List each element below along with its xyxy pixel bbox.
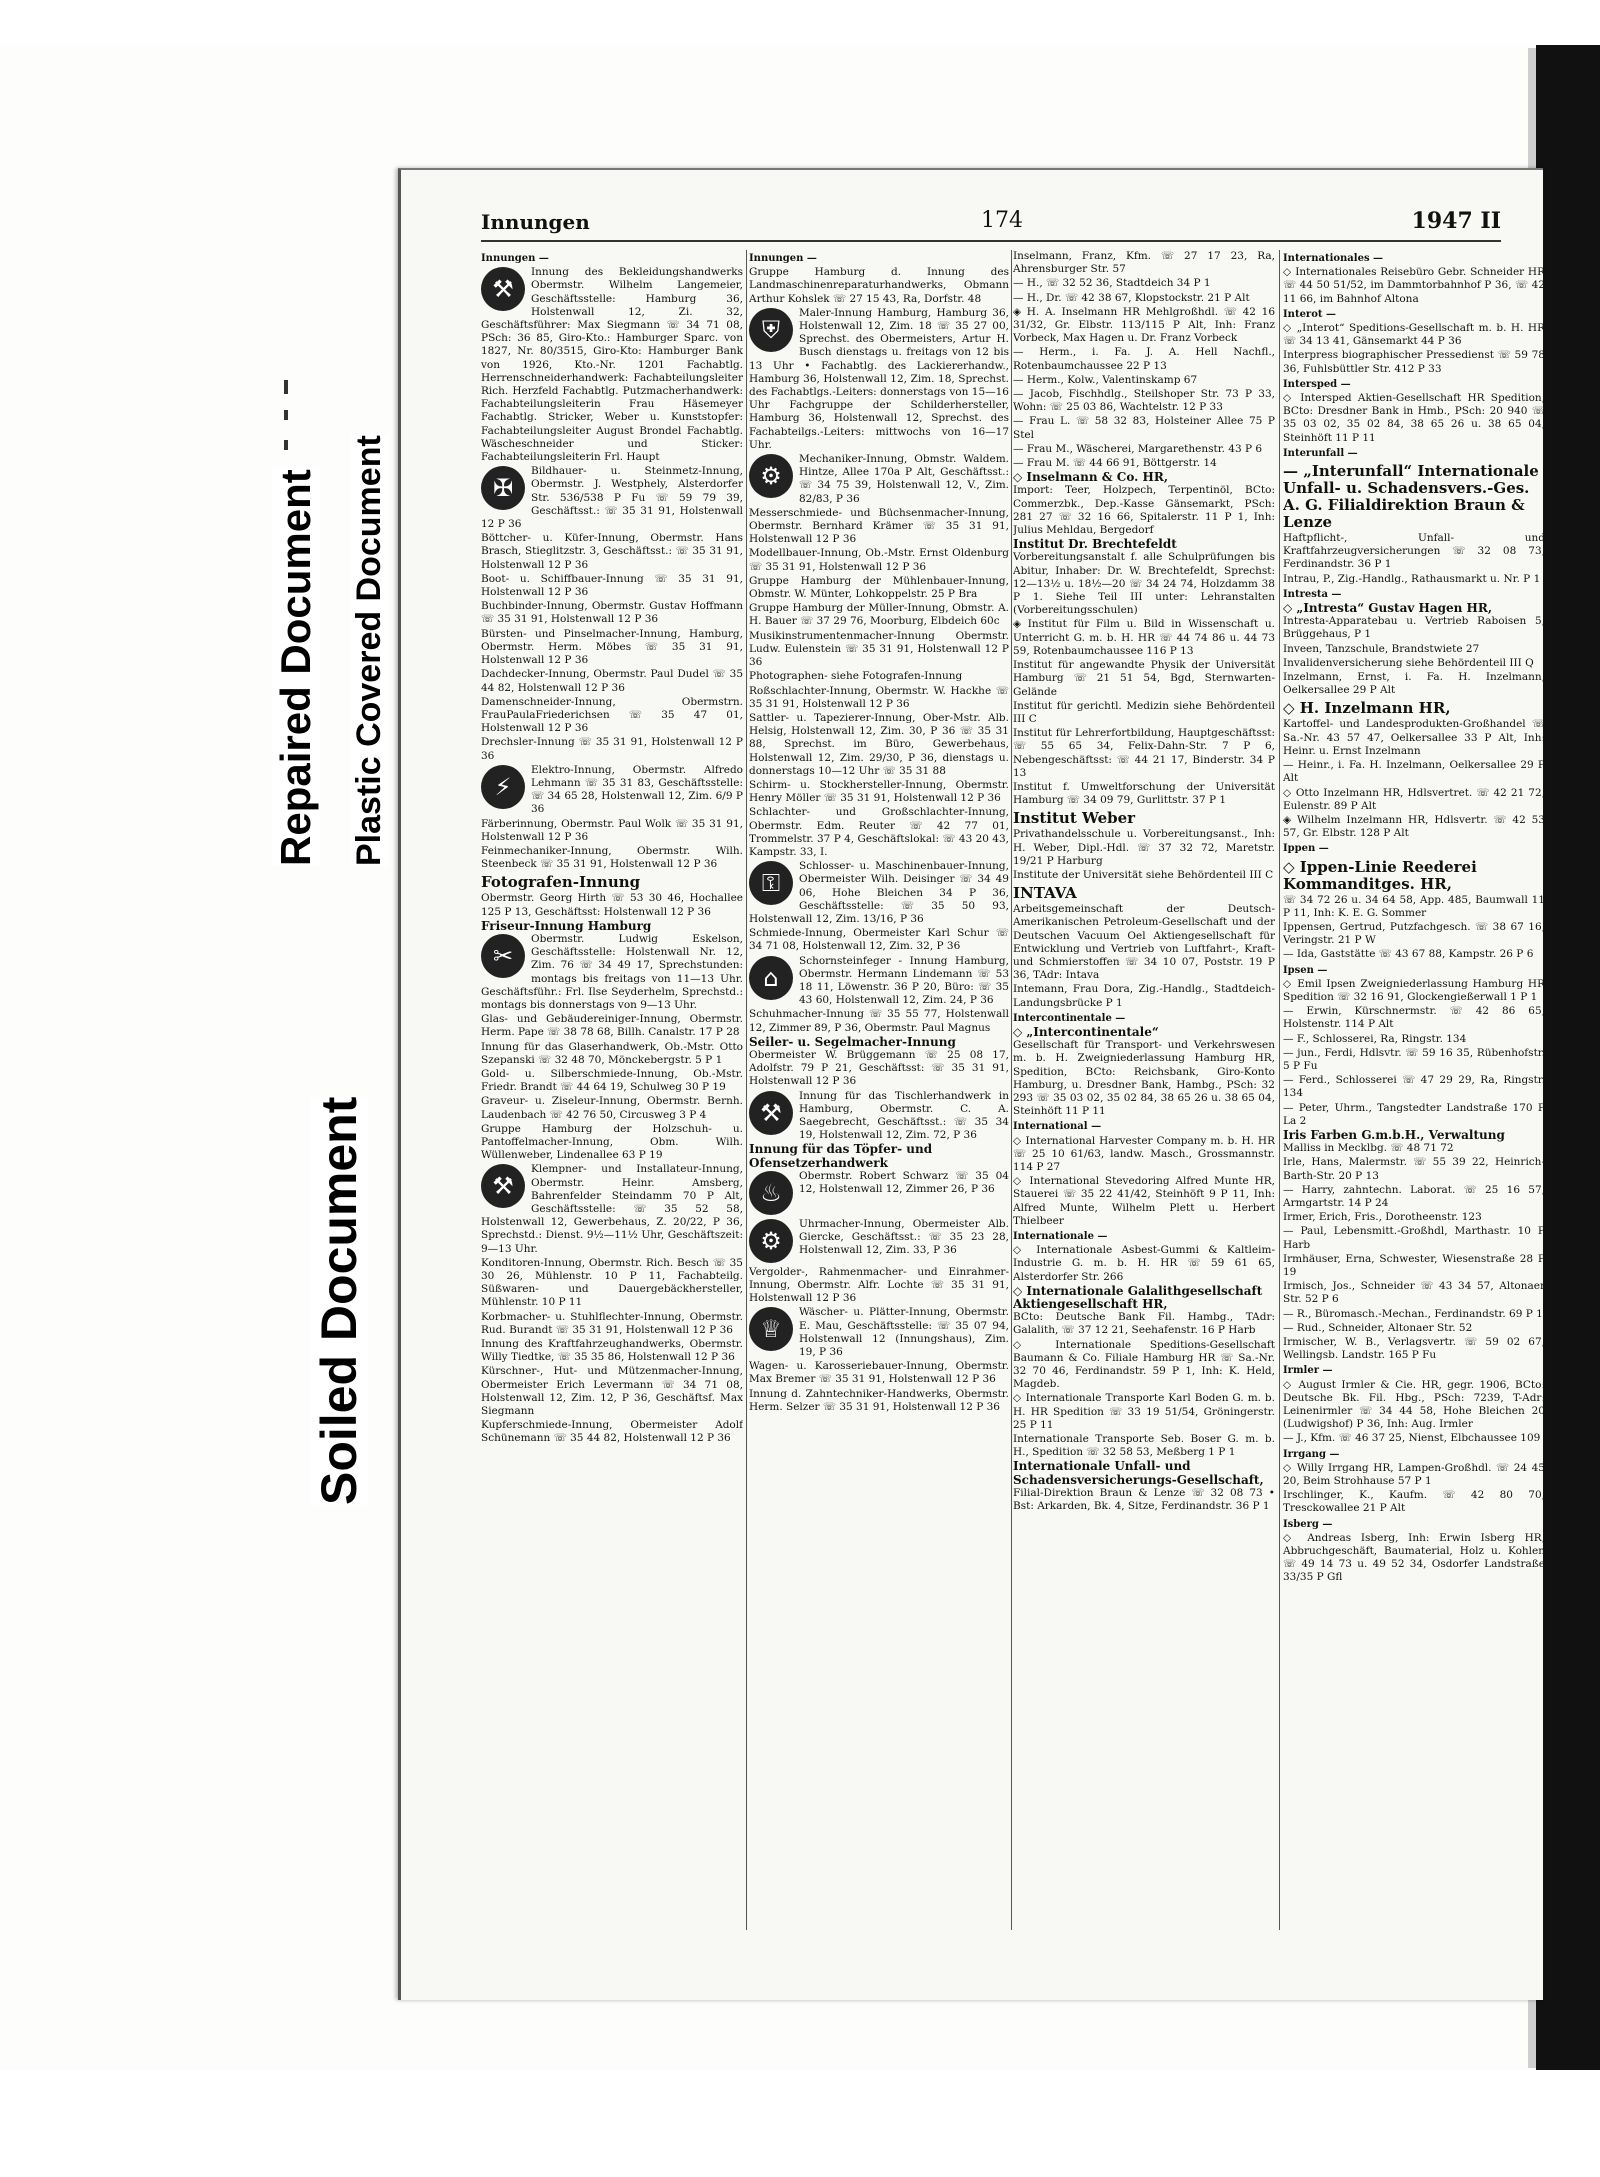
- section-heading: Intresta —: [1283, 588, 1342, 600]
- entry-text: ☏ 34 72 26 u. 34 64 58, App. 485, Baumwall 11 P 11, Inh: K. E. G. Sommer: [1283, 893, 1545, 919]
- entry-text: Musikinstrumentenmacher-Innung Obermstr. Ludw. Eulenstein ☏ 35 31 91, Holstenwall 12 P 36: [749, 629, 1009, 669]
- column-divider: [1279, 250, 1280, 1930]
- directory-entry: [1013, 374, 1275, 387]
- directory-entry: [481, 573, 743, 599]
- directory-entry: [481, 628, 743, 668]
- directory-entry: [1013, 1339, 1275, 1392]
- entry-text: Obermeister W. Brüggemann ☏ 25 08 17, Adolfstr. 79 P 21, Geschäftsst: ☏ 35 31 91, Holstenwall 12 P 36: [749, 1048, 1009, 1088]
- entry-text: Privathandelsschule u. Vorbereitungsanst., Inh: H. Weber, Dipl.-Hdl. ☏ 37 32 72, Maretstr. 19/21 P Harburg: [1013, 828, 1275, 867]
- entry-text: Gruppe Hamburg d. Innung des Landmaschinenreparaturhandwerks, Obmann Arthur Kohslek ☏ 27 15 43, Ra, Dorfstr. 48: [749, 266, 1009, 305]
- directory-entry: [749, 602, 1009, 628]
- entry-text: — H., ☏ 32 52 36, Stadtdeich 34 P 1: [1013, 277, 1211, 290]
- directory-entry: [1283, 1033, 1545, 1046]
- directory-entry: [1283, 1280, 1545, 1306]
- entry-text: Institut f. Umweltforschung der Universität Hamburg ☏ 34 09 79, Gurlittstr. 37 P 1: [1013, 780, 1275, 807]
- entry-text: Irmhäuser, Erna, Schwester, Wiesenstraße 28 P 19: [1283, 1252, 1545, 1278]
- entry-text: Färberinnung, Obermstr. Paul Wolk ☏ 35 31 91, Holstenwall 12 P 36: [481, 817, 743, 843]
- entry-text: Institut für angewandte Physik der Universität Hamburg ☏ 21 51 54, Bgd, Sternwarten-Gelände: [1013, 659, 1275, 698]
- plastic-covered-document-label: Plastic Covered Document: [350, 435, 388, 866]
- directory-entry: [1013, 1135, 1275, 1175]
- directory-entry: [1283, 1142, 1545, 1155]
- directory-entry: [481, 1311, 743, 1337]
- directory-entry: [1283, 759, 1545, 785]
- guild-emblem-icon: ✠: [481, 466, 525, 510]
- directory-entry: [1283, 671, 1545, 697]
- entry-text: Messerschmiede- und Büchsenmacher-Innung, Obermstr. Bernhard Krämer ☏ 35 31 91, Holstenwall 12 P 36: [749, 506, 1009, 546]
- directory-entry: [1283, 1489, 1545, 1515]
- entry-text: Maler-Innung Hamburg, Hamburg 36, Holstenwall 12, Zim. 18 ☏ 35 27 00, Sprechst. des Obermeisters, Artur H. Busch dienstags u. freitags von 12 bis 13 Uhr • Fachabtlg. des Lackiererhandw., Hamburg 36, Holstenwall 12, Zim. 18, Sprechst. des Fachabtlgs.-Leiters: donnerstags von 15—16 Uhr Fachgruppe der Schilderhersteller, Hamburg 36, Holstenwall 12, Sprechst. des Fachabteilgs.-Leiters: mittwochs von 16—17 Uhr.: [749, 306, 1009, 451]
- directory-entry: [1283, 1253, 1545, 1279]
- entry-text: Innung für das Glaserhandwerk, Ob.-Mstr. Otto Szepanski ☏ 32 48 70, Mönckebergstr. 5 P 1: [481, 1040, 743, 1066]
- entry-text: Korbmacher- u. Stuhlflechter-Innung, Obermstr. Rud. Burandt ☏ 35 31 91, Holstenwall 12 P 36: [481, 1310, 743, 1336]
- directory-entry: [1283, 392, 1545, 445]
- directory-entry: [1013, 659, 1275, 699]
- directory-entry: [1283, 1211, 1545, 1224]
- directory-entry: [1283, 1308, 1545, 1321]
- entry-text: BCto: Deutsche Bank Fil. Hambg., TAdr: Galalith, ☏ 37 12 21, Seehafenstr. 16 P Harb: [1013, 1311, 1275, 1337]
- entry-text: Schuhmacher-Innung ☏ 35 55 77, Holstenwall 12, Zimmer 89, P 36, Obermstr. Paul Magnus: [749, 1008, 1009, 1034]
- directory-entry: [749, 1049, 1009, 1089]
- directory-entry: [1283, 978, 1545, 1004]
- entry-text: — Frau M., Wäscherei, Margarethenstr. 43 P 6: [1013, 442, 1263, 455]
- directory-entry: [481, 818, 743, 844]
- directory-entry: [1013, 700, 1275, 726]
- entry-text: Photographen- siehe Fotografen-Innung: [749, 670, 963, 683]
- entry-text: Innung des Kraftfahrzeughandwerks, Obermstr. Willy Tiedtke, ☏ 35 35 86, Holstenwall 12 P 36: [481, 1338, 743, 1364]
- entry-text: Gruppe Hamburg der Mühlenbauer-Innung, Obmstr. W. Münter, Lohkoppelstr. 25 P Bra: [749, 574, 1009, 601]
- directory-entry: [1013, 1433, 1275, 1459]
- entry-text: Kürschner-, Hut- und Mützenmacher-Innung, Obermeister Erich Levermann ☏ 34 71 08, Holstenwall 12, Zim. 12, P 36, Geschäftsf. Max Siegmann: [481, 1365, 743, 1418]
- entry-text: Irmischer, W. B., Verlagsvertr. ☏ 59 02 67, Wellingsb. Landstr. 165 P Fu: [1283, 1336, 1545, 1362]
- directory-entry: [1283, 1047, 1545, 1073]
- directory-entry: [1013, 457, 1275, 470]
- guild-emblem-icon: ⌂: [749, 956, 793, 1000]
- directory-entry: [749, 453, 1009, 506]
- directory-entry: [1283, 266, 1545, 306]
- column-2: [749, 250, 1009, 1930]
- directory-entry: [1013, 346, 1275, 372]
- directory-entry: [1013, 727, 1275, 780]
- entry-text: Import: Teer, Holzpech, Terpentinöl, BCto: Commerzbk., Dep.-Kasse Gänsemarkt, PSch: 281 27 ☏ 32 16 66, Spitalerstr. 11 P 1, Inh: Julius Mehldau, Bergedorf: [1013, 484, 1275, 537]
- directory-entry: [1013, 484, 1275, 537]
- entry-text: ◇ Internationale Speditions-Gesellschaft Baumann & Co. Filiale Hamburg HR ☏ Sa.-Nr. 32 70 46, Ferdinandstr. 59 P 1, Inh: K. Held, Magdeb.: [1013, 1338, 1275, 1391]
- guild-emblem-icon: ⚒: [481, 267, 525, 311]
- directory-entry: [1013, 1175, 1275, 1228]
- scan-mark: [284, 380, 288, 394]
- directory-entry: [1283, 322, 1545, 348]
- column-divider: [746, 250, 747, 1930]
- entry-heading: Iris Farben G.m.b.H., Verwaltung: [1283, 1127, 1505, 1142]
- entry-text: Obermstr. Ludwig Eskelson, Geschäftsstelle: Holstenwall Nr. 12, Zim. 76 ☏ 34 49 17, Sprechstunden: montags bis freitags von 11—13 Uhr. Geschäftsführ.: Frl. Ilse Seyderhelm, Sprechstd.: montags bis donnerstags von 9—13 Uhr.: [481, 932, 743, 1011]
- directory-entry: [1013, 903, 1275, 982]
- entry-text: Sattler- u. Tapezierer-Innung, Ober-Mstr. Alb. Helsig, Holstenwall 12, Zim. 30, P 36 ☏ 35 31 88, Sprechst. im Büro, Gewerbehaus, Holstenwall 12, Zim. 29/30, P 36, dienstags u. donnerstags 10—12 Uhr ☏ 35 31 88: [749, 711, 1009, 777]
- directory-entry: [481, 465, 743, 531]
- directory-entry: [481, 1041, 743, 1067]
- directory-entry: [1013, 306, 1275, 346]
- entry-text: Filial-Direktion Braun & Lenze ☏ 32 08 73 • Bst: Arkarden, Bk. 4, Sitze, Ferdinandstr. 36 P 1: [1013, 1486, 1275, 1513]
- directory-entry: [1013, 551, 1275, 617]
- entry-text: Innung d. Zahntechniker-Handwerks, Obermstr. Herm. Selzer ☏ 35 31 91, Holstenwall 12 P 36: [749, 1387, 1009, 1413]
- directory-entry: [1283, 814, 1545, 840]
- entry-text: Boot- u. Schiffbauer-Innung ☏ 35 31 91, Holstenwall 12 P 36: [481, 572, 743, 599]
- page-number: 174: [981, 208, 1023, 233]
- entry-text: Gruppe Hamburg der Müller-Innung, Obmstr. A. H. Bauer ☏ 37 29 76, Moorburg, Elbdeich 60c: [749, 602, 1009, 628]
- entry-text: — jun., Ferdi, Hdlsvtr. ☏ 59 16 35, Rübenhofstr. 5 P Fu: [1283, 1046, 1545, 1072]
- directory-entry: [1283, 1432, 1545, 1445]
- directory-entry: [1013, 1487, 1275, 1513]
- directory-entry: [1013, 1392, 1275, 1432]
- directory-entry: [749, 575, 1009, 601]
- section-heading: Ippen —: [1283, 843, 1329, 855]
- directory-entry: [1013, 983, 1275, 1009]
- directory-entry: [481, 266, 743, 464]
- entry-text: Vergolder-, Rahmenmacher- und Einrahmer-Innung, Obermstr. Alfr. Lochte ☏ 35 31 91, Holstenwall 12 P 36: [749, 1265, 1009, 1305]
- entry-text: Ippensen, Gertrud, Putzfachgesch. ☏ 38 67 16, Veringstr. 21 P W: [1283, 920, 1545, 947]
- entry-text: Kupferschmiede-Innung, Obermeister Adolf Schünemann ☏ 35 44 82, Holstenwall 12 P 36: [481, 1419, 743, 1445]
- entry-text: Institut für Lehrerfortbildung, Hauptgeschäftsst: ☏ 55 65 34, Felix-Dahn-Str. 7 P 6, Nebengeschäftsst: ☏ 44 21 17, Binderstr. 34 P 13: [1013, 727, 1275, 779]
- entry-text: Gesellschaft für Transport- und Verkehrswesen m. b. H. Zweigniederlassung Hamburg HR, Spedition, BCto: Reichsbank, Giro-Konto Hamburg, u. Dresdner Bank, Hambg., PSch: 32 293 ☏ 35 03 02, 35 02 84, 38 65 26 u. 38 65 04, Steinhöft 11 P 11: [1013, 1039, 1275, 1118]
- entry-text: ◇ Willy Irrgang HR, Lampen-Großhdl. ☏ 24 45 20, Beim Strohhause 57 P 1: [1283, 1461, 1545, 1488]
- directory-entry: [749, 685, 1009, 711]
- directory-entry: [1013, 388, 1275, 414]
- entry-text: — R., Büromasch.-Mechan., Ferdinandstr. 69 P 1: [1283, 1307, 1543, 1320]
- entry-text: Arbeitsgemeinschaft der Deutsch-Amerikanischen Petroleum-Gesellschaft und der Deutschen Vacuum Oel Aktiengesellschaft für Entwicklung und Vertrieb von Luftfahrt-, Kraft- und Schmierstoffen ☏ 34 10 07, Poststr. 19 P 36, TAdr: Intava: [1013, 903, 1275, 982]
- entry-text: — Jacob, Fischhdlg., Steilshoper Str. 73 P 33, Wohn: ☏ 25 03 86, Wachtelstr. 12 P 33: [1013, 388, 1275, 414]
- directory-entry: [481, 764, 743, 817]
- directory-entry: [1013, 292, 1275, 305]
- directory-entry: [481, 1095, 743, 1121]
- directory-entry: [1013, 415, 1275, 441]
- guild-emblem-icon: ⚡: [481, 765, 525, 809]
- directory-entry: [481, 1338, 743, 1364]
- directory-entry: [749, 927, 1009, 953]
- entry-heading: Institut Weber: [1013, 809, 1136, 828]
- entry-text: Gold- u. Silberschmiede-Innung, Ob.-Mstr. Friedr. Brandt ☏ 44 64 19, Schulweg 30 P 19: [481, 1067, 743, 1094]
- directory-entry: [749, 955, 1009, 1008]
- entry-text: — H., Dr. ☏ 42 38 67, Klopstockstr. 21 P Alt: [1013, 291, 1250, 304]
- entry-text: — Ferd., Schlosserei ☏ 47 29 29, Ra, Ringstr. 134: [1283, 1074, 1545, 1100]
- entry-heading: ◇ „Intercontinentale“: [1013, 1024, 1159, 1039]
- section-heading: Internationale —: [1013, 1231, 1108, 1243]
- entry-text: Modellbauer-Innung, Ob.-Mstr. Ernst Oldenburg ☏ 35 31 91, Holstenwall 12 P 36: [749, 547, 1009, 573]
- entry-text: ◇ International Harvester Company m. b. H. HR ☏ 25 10 61/63, landw. Masch., Grossmannstr. 114 P 27: [1013, 1134, 1275, 1173]
- entry-heading: Fotografen-Innung: [481, 873, 641, 892]
- directory-entry: [1283, 1336, 1545, 1362]
- entry-text: Mechaniker-Innung, Obmstr. Waldem. Hintze, Allee 170a P Alt, Geschäftsst.: ☏ 34 75 39, Holstenwall 12, V., Zim. 82/83, P 36: [799, 453, 1009, 505]
- entry-text: Innung für das Tischlerhandwerk in Hamburg, Obermstr. C. A. Saegebrecht, Geschäftsst.: ☏ 35 34 19, Holstenwall 12, Zim. 72, P 36: [799, 1089, 1009, 1142]
- directory-entry: [481, 532, 743, 572]
- entry-heading: Internationale Unfall- und Schadensversicherungs-Gesellschaft,: [1013, 1459, 1264, 1487]
- section-heading: Internationales —: [1283, 253, 1384, 264]
- entry-text: Damenschneider-Innung, Obermstrn. FrauPaulaFriederichsen ☏ 35 47 01, Holstenwall 12 P 36: [481, 695, 743, 735]
- directory-entry: [1283, 532, 1545, 572]
- entry-text: Elektro-Innung, Obermstr. Alfredo Lehmann ☏ 35 31 83, Geschäftsstelle: ☏ 34 65 28, Holstenwall 12, Zim. 6/9 P 36: [531, 763, 743, 816]
- directory-entry: [1283, 1005, 1545, 1031]
- entry-text: ◈ Institut für Film u. Bild in Wissenschaft u. Unterricht G. m. b. H. HR ☏ 44 74 86 u. 44 73 59, Rotenbaumchaussee 116 P 13: [1013, 618, 1275, 657]
- entry-text: Intrau, P., Zig.-Handlg., Rathausmarkt u. Nr. P 1: [1283, 572, 1541, 585]
- guild-emblem-icon: ✂: [481, 934, 525, 978]
- directory-entry: [481, 1068, 743, 1094]
- entry-heading: ◇ Internationale Galalithgesellschaft Aktiengesellschaft HR,: [1013, 1283, 1263, 1312]
- entry-text: — Ida, Gaststätte ☏ 43 67 88, Kampstr. 26 P 6: [1283, 948, 1534, 961]
- directory-entry: [1283, 718, 1545, 758]
- entry-text: ◇ Emil Ipsen Zweigniederlassung Hamburg HR Spedition ☏ 32 16 91, Glockengießerwall 1 P 1: [1283, 977, 1545, 1003]
- entry-text: ◇ „Interot“ Speditions-Gesellschaft m. b. H. HR ☏ 34 13 41, Gänsemarkt 44 P 36: [1283, 322, 1545, 348]
- entry-text: Malliss in Mecklbg. ☏ 48 71 72: [1283, 1142, 1454, 1155]
- directory-entry: [481, 668, 743, 694]
- entry-text: Obermstr. Robert Schwarz ☏ 35 04 12, Holstenwall 12, Zimmer 26, P 36: [799, 1169, 1009, 1196]
- entry-text: Obermstr. Georg Hirth ☏ 53 30 46, Hochallee 125 P 13, Geschäftsst: Holstenwall 12 P 36: [481, 892, 743, 918]
- entry-text: ◇ Otto Inzelmann HR, Hdlsvertret. ☏ 42 21 72, Eulenstr. 89 P Alt: [1283, 786, 1545, 812]
- entry-text: Schornsteinfeger - Innung Hamburg, Obermstr. Hermann Lindemann ☏ 53 18 11, Löwenstr. 36 P 20, Büro: ☏ 35 43 60, Holstenwall 12, Zim. 24, P 36: [799, 954, 1009, 1007]
- directory-entry: [1013, 1244, 1275, 1284]
- directory-entry: [749, 1360, 1009, 1386]
- directory-entry: [749, 1266, 1009, 1306]
- entry-text: Konditoren-Innung, Obermstr. Rich. Besch ☏ 35 30 26, Mühlenstr. 10 P 11, Fachabteilg. Süßwaren- und Dauergebäckhersteller, Mühlenstr. 10 P 11: [481, 1256, 743, 1309]
- guild-emblem-icon: ⚙: [749, 1219, 793, 1263]
- directory-entry: [1013, 277, 1275, 290]
- entry-text: Schlachter- und Großschlachter-Innung, Obermstr. Edm. Reuter ☏ 42 77 01, Trommelstr. 37 P 4, Geschäftslokal: ☏ 43 20 43, Kampstr. 33, I.: [749, 806, 1009, 858]
- directory-entry: [481, 1419, 743, 1445]
- directory-entry: [1013, 781, 1275, 807]
- entry-text: ◇ Intersped Aktien-Gesellschaft HR Spedition, BCto: Dresdner Bank in Hmb., PSch: 20 940 ☏ 35 03 02, 35 02 84, 38 65 26 u. 38 65 04, Steinhöft 11 P 11: [1283, 392, 1545, 444]
- entry-heading: INTAVA: [1013, 884, 1077, 903]
- directory-entry: [749, 1008, 1009, 1034]
- section-heading: Innungen —: [749, 253, 817, 264]
- directory-entry: [481, 736, 743, 762]
- section-heading: Irrgang —: [1283, 1448, 1340, 1460]
- directory-entry: [481, 1365, 743, 1418]
- section-heading: Irmler —: [1283, 1365, 1333, 1377]
- entry-text: Irle, Hans, Malermstr. ☏ 55 39 22, Heinrich-Barth-Str. 20 P 13: [1283, 1156, 1545, 1182]
- directory-entry: [1283, 349, 1545, 375]
- entry-text: Intresta-Apparatebau u. Vertrieb Raboisen 5, Brüggehaus, P 1: [1283, 615, 1545, 641]
- directory-entry: [1283, 1379, 1545, 1432]
- entry-text: Innung des Bekleidungshandwerks Obermstr. Wilhelm Langemeier, Geschäftsstelle: Hamburg 36, Holstenwall 12, Zi. 32, Geschäftsführer: Max Siegmann ☏ 34 71 08, PSch: 36 85, Giro-Kto.: Hamburger Sparc. von 1827, Nr. 80/3515, Giro-Kto: Hamburger Bank von 1926, Kto.-Nr. 1201 Fachabtlg. Herrenschneiderhandwerk: Fachabteilungsleiter Rich. Herzfeld Fachabtlg. Putzmacherhandwerk: Fachabteilungsleiterin Frau Häsemeyer Fachabtlg. Stricker, Weber u. Kunststopfer: Fachabteilungsleiter August Brondel Fachabtlg. Wäscheschneider und Sticker: Fachabteilungsleiterin Frl. Haupt: [481, 266, 743, 464]
- directory-entry: [481, 845, 743, 871]
- year-volume: 1947 II: [1411, 208, 1501, 234]
- entry-text: Inveen, Tanzschule, Brandstwiete 27: [1283, 642, 1480, 655]
- directory-entry: [1283, 787, 1545, 813]
- entry-text: Buchbinder-Innung, Obermstr. Gustav Hoffmann ☏ 35 31 91, Holstenwall 12 P 36: [481, 600, 743, 626]
- guild-emblem-icon: ⚒: [481, 1164, 525, 1208]
- directory-entry: [1283, 1532, 1545, 1585]
- entry-text: Inzelmann, Ernst, i. Fa. H. Inzelmann, Oelkersallee 29 P Alt: [1283, 671, 1545, 697]
- entry-text: — F., Schlosserei, Ra, Ringstr. 134: [1283, 1032, 1467, 1045]
- entry-text: Wäscher- u. Plätter-Innung, Obermstr. E. Mau, Geschäftsstelle: ☏ 35 07 94, Holstenwall 12 (Innungshaus), Zim. 19, P 36: [799, 1306, 1009, 1359]
- guild-emblem-icon: ⛨: [749, 308, 793, 352]
- entry-text: Roßschlachter-Innung, Obermstr. W. Hackhe ☏ 35 31 91, Holstenwall 12 P 36: [749, 684, 1009, 710]
- directory-entry: [481, 1123, 743, 1163]
- directory-entry: [749, 1388, 1009, 1414]
- entry-text: ◇ Internationale Asbest-Gummi & Kaltleim-Industrie G. m. b. H. HR ☏ 59 61 65, Alsterdorfer Str. 266: [1013, 1244, 1275, 1283]
- column-divider: [1011, 250, 1012, 1930]
- guild-emblem-icon: ♕: [749, 1307, 793, 1351]
- entry-text: — Frau M. ☏ 44 66 91, Böttgerstr. 14: [1013, 457, 1217, 470]
- guild-emblem-icon: ⚙: [749, 454, 793, 498]
- entry-heading: ◇ „Intresta“ Gustav Hagen HR,: [1283, 601, 1493, 616]
- column-3: [1013, 250, 1275, 1930]
- entry-text: Graveur- u. Ziseleur-Innung, Obermstr. Bernh. Laudenbach ☏ 42 76 50, Circusweg 3 P 4: [481, 1095, 743, 1121]
- entry-text: — Frau L. ☏ 58 32 83, Holsteiner Allee 75 P Stel: [1013, 415, 1275, 441]
- entry-text: Bildhauer- u. Steinmetz-Innung, Obermstr. J. Westphely, Alsterdorfer Str. 536/538 P Fu ☏ 59 79 39, Geschäftsst.: ☏ 35 31 91, Holstenwall 12 P 36: [481, 465, 743, 531]
- directory-entry: [481, 933, 743, 1012]
- entry-text: Wagen- u. Karosseriebauer-Innung, Obermstr. Max Bremer ☏ 35 31 91, Holstenwall 12 P 36: [749, 1360, 1009, 1386]
- entry-text: Bürsten- und Pinselmacher-Innung, Hamburg, Obermstr. Herm. Möbes ☏ 35 31 91, Holstenwall 12 P 36: [481, 627, 743, 667]
- entry-text: — Heinr., i. Fa. H. Inzelmann, Oelkersallee 29 P Alt: [1283, 759, 1545, 785]
- entry-text: — Peter, Uhrm., Tangstedter Landstraße 170 P La 2: [1283, 1101, 1545, 1127]
- directory-entry: [481, 892, 743, 918]
- entry-text: — Erwin, Kürschnermstr. ☏ 42 86 65, Holstenstr. 114 P Alt: [1283, 1005, 1545, 1031]
- column-4: [1283, 250, 1545, 1930]
- entry-text: Schlosser- u. Maschinenbauer-Innung, Obermeister Wilh. Deisinger ☏ 34 49 06, Hohe Bleichen 34 P 36, Geschäftsstelle: ☏ 35 50 93, Holstenwall 12, Zim. 13/16, P 36: [749, 860, 1009, 925]
- directory-entry: [1283, 1462, 1545, 1488]
- entry-text: — J., Kfm. ☏ 46 37 25, Nienst, Elbchaussee 109: [1283, 1432, 1541, 1445]
- section-heading: Intersped —: [1283, 378, 1351, 390]
- directory-page: [398, 168, 1543, 2000]
- entry-text: ◇ International Stevedoring Alfred Munte HR, Stauerei ☏ 35 22 41/42, Steinhöft 9 P 11, Inh: Alfred Munte, Wilhelm Plett u. Herbert Thielbeer: [1013, 1175, 1275, 1227]
- entry-text: — Harry, zahntechn. Laborat. ☏ 25 16 57, Armgartstr. 14 P 24: [1283, 1183, 1545, 1209]
- entry-text: Kartoffel- und Landesprodukten-Großhandel ☏ Sa.-Nr. 43 57 47, Oelkersallee 33 P Alt, Inh: Heinr. u. Ernst Inzelmann: [1283, 718, 1545, 757]
- column-1: [481, 250, 743, 1930]
- directory-entry: [749, 1170, 1009, 1217]
- directory-entry: [1013, 250, 1275, 276]
- entry-text: Vorbereitungsanstalt f. alle Schulprüfungen bis Abitur, Inhaber: Dr. W. Brechtefeldt, Sprechst: 12—13½ u. 18½—20 ☏ 34 24 74, Holzdamm 38 P 1. Siehe Teil III unter: Lehranstalten (Vorbereitungsschulen): [1013, 551, 1275, 617]
- guild-emblem-icon: ⚒: [749, 1091, 793, 1135]
- directory-entry: [481, 1013, 743, 1039]
- directory-entry: [1283, 1074, 1545, 1100]
- entry-text: Inselmann, Franz, Kfm. ☏ 27 17 23, Ra, Ahrensburger Str. 57: [1013, 250, 1275, 276]
- directory-entry: [749, 860, 1009, 926]
- entry-text: Gruppe Hamburg der Holzschuh- u. Pantoffelmacher-Innung, Obm. Wilh. Wüllenweber, Lindenallee 63 P 19: [481, 1122, 743, 1162]
- section-heading: Intercontinentale —: [1013, 1012, 1126, 1024]
- directory-entry: [1283, 1184, 1545, 1210]
- entry-text: Drechsler-Innung ☏ 35 31 91, Holstenwall 12 P 36: [481, 736, 743, 762]
- section-heading: Ipsen —: [1283, 964, 1328, 976]
- entry-text: Böttcher- u. Küfer-Innung, Obermstr. Hans Brasch, Stieglitzstr. 3, Geschäftsst.: ☏ 35 31 91, Holstenwall 12 P 36: [481, 532, 743, 571]
- entry-text: Dachdecker-Innung, Obermstr. Paul Dudel ☏ 35 44 82, Holstenwall 12 P 36: [481, 668, 743, 694]
- entry-text: — Rud., Schneider, Altonaer Str. 52: [1283, 1321, 1473, 1334]
- entry-text: Feinmechaniker-Innung, Obermstr. Wilh. Steenbeck ☏ 35 31 91, Holstenwall 12 P 36: [481, 844, 743, 871]
- directory-entry: [481, 1163, 743, 1255]
- entry-text: ◈ H. A. Inselmann HR Mehlgroßhdl. ☏ 42 16 31/32, Gr. Elbstr. 113/115 P Alt, Inh: Franz Vorbeck, Max Hagen u. Dr. Franz Vorbeck: [1013, 305, 1275, 345]
- entry-heading: Institut Dr. Brechtefeldt: [1013, 537, 1177, 552]
- directory-entry: [1283, 894, 1545, 920]
- page-header: [481, 204, 1501, 242]
- directory-entry: [1283, 1322, 1545, 1335]
- directory-entry: [481, 696, 743, 736]
- scan-mark: [284, 440, 288, 450]
- entry-text: Institute der Universität siehe Behördenteil III C: [1013, 868, 1274, 881]
- directory-entry: [749, 547, 1009, 573]
- entry-text: Invalidenversicherung siehe Behördenteil III Q: [1283, 656, 1534, 669]
- directory-entry: [749, 806, 1009, 859]
- directory-entry: [1283, 643, 1545, 656]
- entry-heading: Innung für das Töpfer- und Ofensetzerhandwerk: [749, 1142, 933, 1170]
- directory-entry: [1283, 615, 1545, 641]
- directory-entry: [1283, 1156, 1545, 1182]
- section-heading: International —: [1013, 1121, 1102, 1133]
- section-heading: Isberg —: [1283, 1518, 1333, 1530]
- entry-heading: Friseur-Innung Hamburg: [481, 918, 652, 933]
- directory-entry: [749, 507, 1009, 547]
- directory-entry: [1013, 618, 1275, 658]
- entry-text: Uhrmacher-Innung, Obermeister Alb. Giercke, Geschäftsst.: ☏ 35 23 28, Holstenwall 12, Zim. 33, P 36: [799, 1217, 1009, 1257]
- directory-entry: [749, 307, 1009, 452]
- scan-right-edge: [1536, 45, 1600, 2070]
- directory-entry: [1013, 443, 1275, 456]
- entry-text: Intemann, Frau Dora, Zig.-Handlg., Stadtdeich-Landungsbrücke P 1: [1013, 983, 1275, 1009]
- entry-heading: Seiler- u. Segelmacher-Innung: [749, 1034, 956, 1049]
- directory-entry: [1283, 573, 1545, 586]
- directory-entry: [749, 1218, 1009, 1265]
- guild-emblem-icon: ⚿: [749, 861, 793, 905]
- entry-heading: ◇ Ippen-Linie Reederei Kommanditges. HR,: [1283, 857, 1477, 893]
- directory-entry: [749, 630, 1009, 670]
- entry-text: Haftpflicht-, Unfall- und Kraftfahrzeugversicherungen ☏ 32 08 73, Ferdinandstr. 36 P 1: [1283, 532, 1545, 571]
- entry-text: ◇ August Irmler & Cie. HR, gegr. 1906, BCto: Deutsche Bk. Fil. Hbg., PSch: 7239, T-Adr: Leinenirmler ☏ 34 44 58, Hohe Bleichen 20 (Ludwigshof) P 36, Inh: Aug. Irmler: [1283, 1378, 1545, 1431]
- directory-entry: [749, 1306, 1009, 1359]
- directory-entry: [1013, 828, 1275, 868]
- soiled-document-label: Soiled Document: [311, 1096, 367, 1505]
- entry-text: ◈ Wilhelm Inzelmann HR, Hdlsvertr. ☏ 42 53 57, Gr. Elbstr. 128 P Alt: [1283, 813, 1545, 840]
- directory-entry: [749, 266, 1009, 306]
- entry-text: — Herm., Kolw., Valentinskamp 67: [1013, 373, 1198, 386]
- directory-entry: [1283, 948, 1545, 961]
- entry-text: Glas- und Gebäudereiniger-Innung, Obermstr. Herm. Pape ☏ 38 78 68, Billh. Canalstr. 17 P 28: [481, 1013, 743, 1039]
- directory-entry: [1283, 1102, 1545, 1128]
- directory-entry: [1013, 869, 1275, 882]
- repaired-document-label: Repaired Document: [272, 469, 319, 866]
- directory-entry: [1283, 657, 1545, 670]
- guild-emblem-icon: ♨: [749, 1171, 793, 1215]
- directory-entry: [1283, 1225, 1545, 1251]
- scan-mark: [284, 410, 288, 420]
- directory-entry: [481, 600, 743, 626]
- section-heading: Innungen —: [481, 253, 549, 264]
- entry-text: Interpress biographischer Pressedienst ☏ 59 78 36, Fuhlsbüttler Str. 412 P 33: [1283, 349, 1545, 375]
- section-heading: Interunfall —: [1283, 447, 1358, 459]
- entry-text: Internationale Transporte Seb. Boser G. m. b. H., Spedition ☏ 32 58 53, Meßberg 1 P 1: [1013, 1433, 1275, 1459]
- entry-text: Irschlinger, K., Kaufm. ☏ 42 80 70, Tresckowallee 21 P Alt: [1283, 1489, 1545, 1515]
- entry-text: — Paul, Lebensmitt.-Großhdl, Marthastr. 10 P Harb: [1283, 1225, 1545, 1251]
- entry-text: ◇ Internationales Reisebüro Gebr. Schneider HR ☏ 44 50 51/52, im Dammtorbahnhof P 36, ☏ 42 11 66, im Bahnhof Altona: [1283, 266, 1545, 305]
- directory-entry: [749, 779, 1009, 805]
- entry-text: Klempner- und Installateur-Innung, Obermstr. Heinr. Amsberg, Bahrenfelder Steindamm 70 P Alt, Geschäftsstelle: ☏ 35 52 58, Holstenwall 12, Gewerbehaus, Z. 20/22, P 36, Sprechstd.: Dienst. 9½—11½ Uhr, Geschäftszeit: 9—13 Uhr.: [481, 1163, 743, 1255]
- entry-text: — Herm., i. Fa. J. A. Hell Nachfl., Rotenbaumchaussee 22 P 13: [1013, 346, 1275, 372]
- entry-text: Schmiede-Innung, Obermeister Karl Schur ☏ 34 71 08, Holstenwall 12, Zim. 32, P 36: [749, 927, 1009, 953]
- entry-text: Irmer, Erich, Fris., Dorotheenstr. 123: [1283, 1211, 1482, 1224]
- directory-entry: [749, 712, 1009, 778]
- section-heading: Interot —: [1283, 308, 1336, 320]
- entry-heading: ◇ H. Inzelmann HR,: [1283, 699, 1451, 718]
- directory-entry: [749, 1090, 1009, 1143]
- directory-entry: [1283, 921, 1545, 947]
- entry-text: ◇ Andreas Isberg, Inh: Erwin Isberg HR, Abbruchgeschäft, Baumaterial, Holz u. Kohlen ☏ 49 14 73 u. 49 52 34, Osdorfer Landstraße 33/35 P Gfl: [1283, 1531, 1545, 1584]
- entry-heading: — „Interunfall“ Internationale Unfall- u. Schadensvers.-Ges. A. G. Filialdirektion Braun & Lenze: [1283, 462, 1539, 532]
- section-title: Innungen: [481, 210, 590, 234]
- entry-text: Schirm- u. Stockhersteller-Innung, Obermstr. Henry Möller ☏ 35 31 91, Holstenwall 12 P 36: [749, 778, 1009, 805]
- directory-entry: [1013, 1039, 1275, 1118]
- entry-heading: ◇ Inselmann & Co. HR,: [1013, 470, 1168, 485]
- entry-text: Institut für gerichtl. Medizin siehe Behördenteil III C: [1013, 699, 1275, 725]
- entry-text: Irmisch, Jos., Schneider ☏ 43 34 57, Altonaer Str. 52 P 6: [1283, 1280, 1545, 1306]
- directory-entry: [1013, 1311, 1275, 1337]
- entry-text: ◇ Internationale Transporte Karl Boden G. m. b. H. HR Spedition ☏ 33 19 51/54, Gröningerstr. 25 P 11: [1013, 1392, 1275, 1431]
- directory-entry: [481, 1257, 743, 1310]
- directory-entry: [749, 670, 1009, 683]
